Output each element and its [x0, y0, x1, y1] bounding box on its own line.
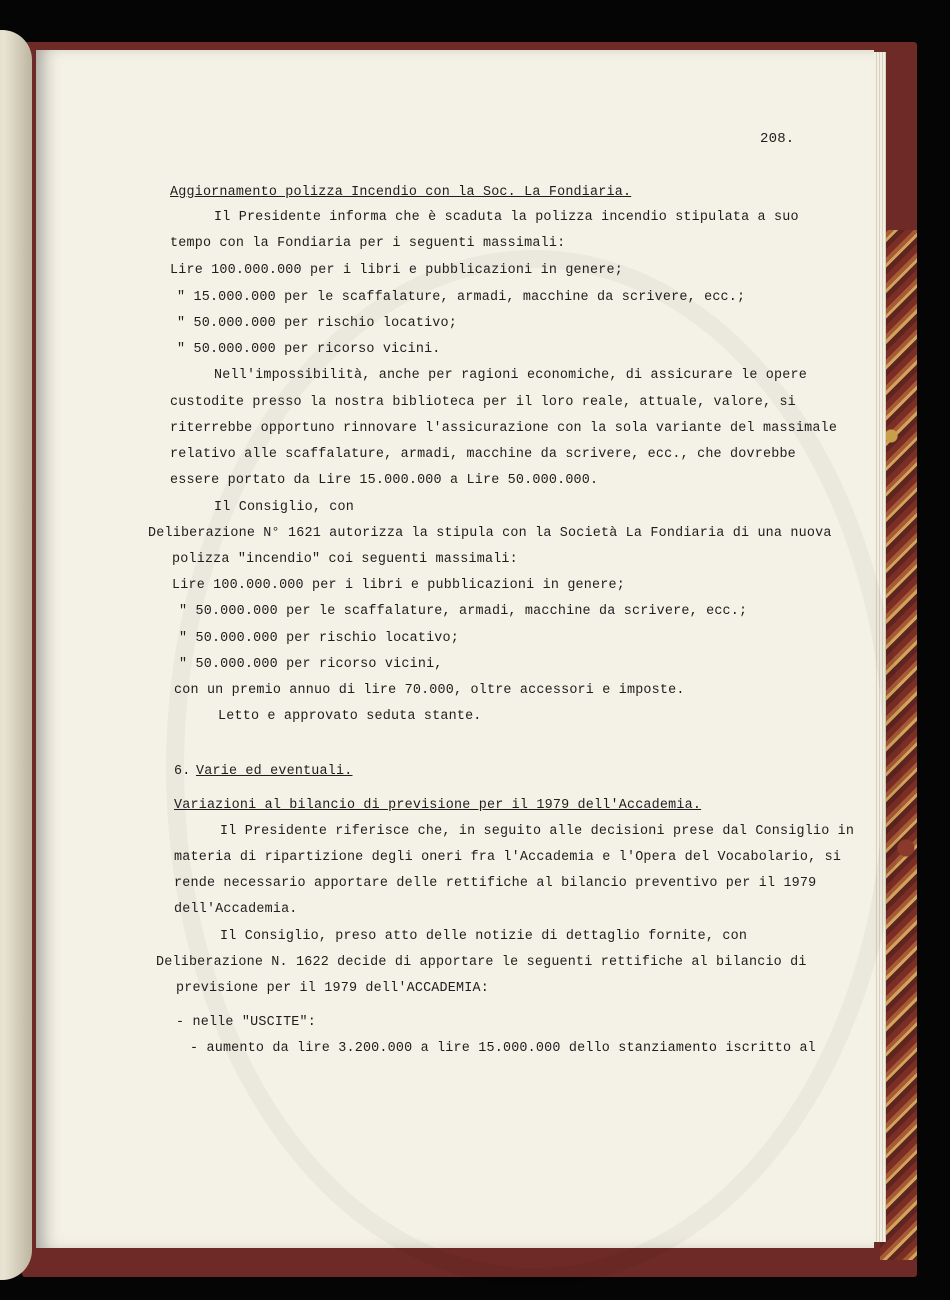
document-page — [36, 50, 874, 1248]
text-line: riterrebbe opportuno rinnovare l'assicurazione con la sola variante del massimale — [170, 421, 838, 436]
text-line: " 50.000.000 per rischio locativo; — [179, 631, 460, 646]
text-line: con un premio annuo di lire 70.000, oltre accessori e imposte. — [174, 683, 685, 698]
text-line: " 50.000.000 per ricorso vicini. — [177, 342, 441, 357]
text-line: " 50.000.000 per rischio locativo; — [177, 316, 458, 331]
text-line: Il Presidente informa che è scaduta la polizza incendio stipulata a suo — [214, 210, 799, 225]
text-line: polizza "incendio" coi seguenti massimali: — [172, 552, 518, 567]
text-line: rende necessario apportare delle rettifiche al bilancio preventivo per il 1979 — [174, 876, 817, 891]
facing-page-edge — [0, 30, 32, 1280]
page-number: 208. — [760, 131, 795, 147]
text-line: " 15.000.000 per le scaffalature, armadi, macchine da scrivere, ecc.; — [177, 290, 746, 305]
text-line: materia di ripartizione degli oneri fra l'Accademia e l'Opera del Vocabolario, si — [174, 850, 842, 865]
text-line: Lire 100.000.000 per i libri e pubblicazioni in genere; — [172, 578, 625, 593]
text-line: Nell'impossibilità, anche per ragioni economiche, di assicurare le opere — [214, 368, 807, 383]
text-line: " 50.000.000 per ricorso vicini, — [179, 657, 443, 672]
section-number: 6. — [174, 764, 191, 779]
text-line: Lire 100.000.000 per i libri e pubblicazioni in genere; — [170, 263, 623, 278]
section-heading: Aggiornamento polizza Incendio con la Soc. La Fondiaria. — [170, 185, 632, 200]
text-line: Deliberazione N° 1621 autorizza la stipula con la Società La Fondiaria di una nuova — [148, 526, 832, 541]
subsection-heading: Variazioni al bilancio di previsione per il 1979 dell'Accademia. — [174, 798, 702, 813]
text-line: tempo con la Fondiaria per i seguenti massimali: — [170, 236, 566, 251]
text-line: " 50.000.000 per le scaffalature, armadi, macchine da scrivere, ecc.; — [179, 604, 748, 619]
text-line: dell'Accademia. — [174, 902, 298, 917]
text-line: Letto e approvato seduta stante. — [218, 709, 482, 724]
text-line: previsione per il 1979 dell'ACCADEMIA: — [176, 981, 489, 996]
text-line: Il Consiglio, preso atto delle notizie di dettaglio fornite, con — [220, 929, 748, 944]
text-line: - aumento da lire 3.200.000 a lire 15.000.000 dello stanziamento iscritto al — [190, 1041, 816, 1056]
text-line: custodite presso la nostra biblioteca per il loro reale, attuale, valore, si — [170, 395, 796, 410]
text-line: - nelle "USCITE": — [176, 1015, 317, 1030]
text-line: Il Consiglio, con — [214, 500, 355, 515]
text-line: relativo alle scaffalature, armadi, macchine da scrivere, ecc., che dovrebbe — [170, 447, 796, 462]
text-line: essere portato da Lire 15.000.000 a Lire 50.000.000. — [170, 473, 599, 488]
text-line: Il Presidente riferisce che, in seguito alle decisioni prese dal Consiglio in — [220, 824, 855, 839]
section-heading: Varie ed eventuali. — [196, 764, 353, 779]
text-line: Deliberazione N. 1622 decide di apportare le seguenti rettifiche al bilancio di — [156, 955, 807, 970]
